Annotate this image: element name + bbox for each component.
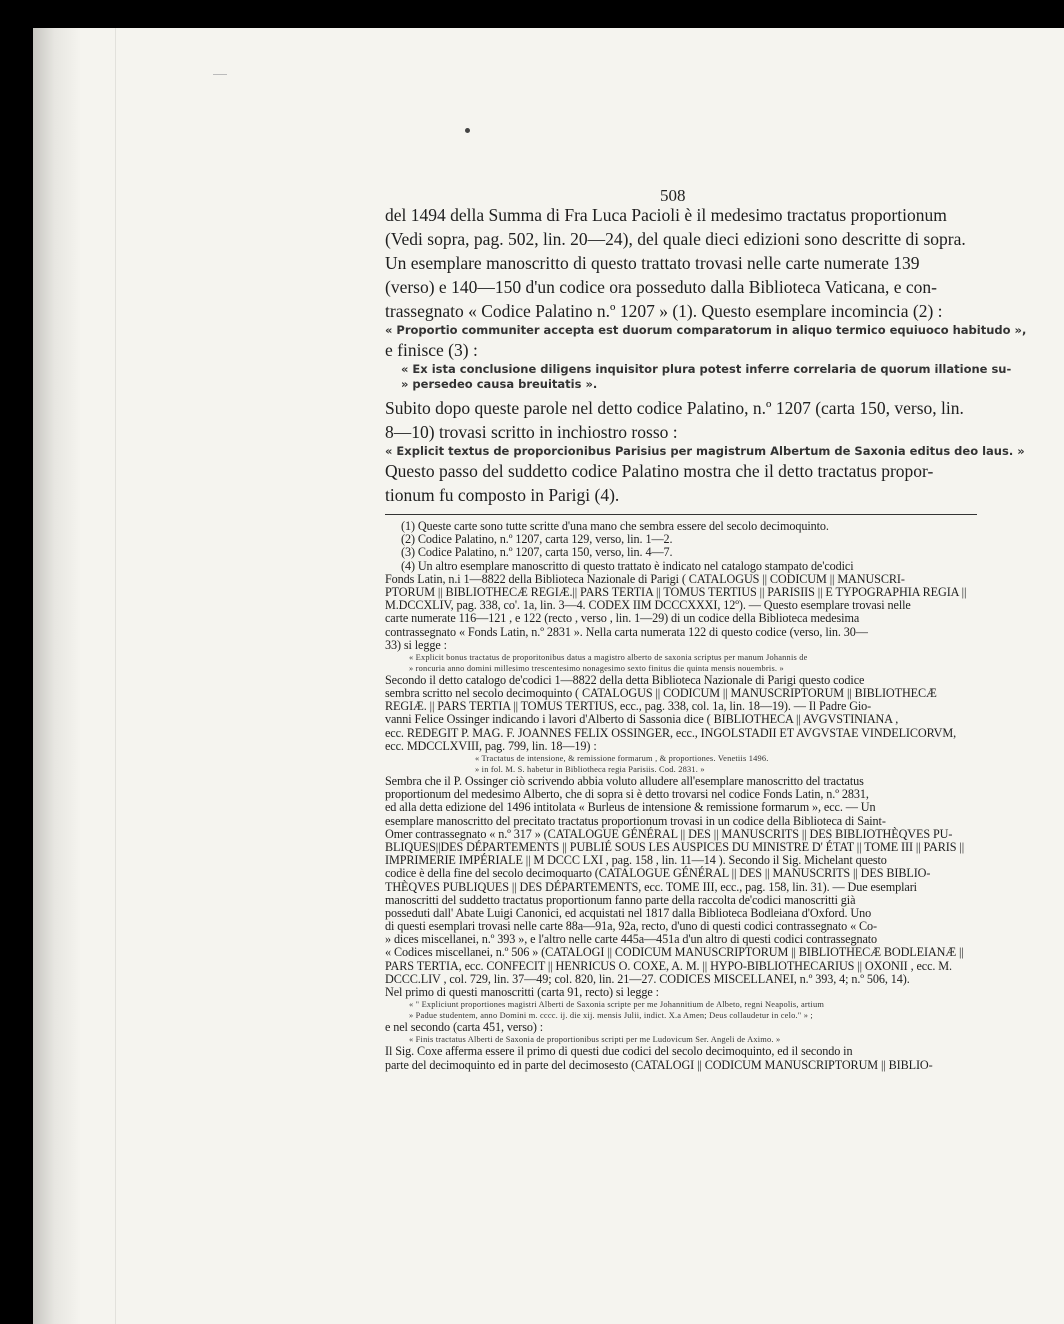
footnote-line: proportionum del medesimo Alberto, che di sopra si è detto trovarsi nel codice Fonds Latin, n.º 2831, — [385, 787, 869, 802]
footnote-line: DCCC.LIV , col. 729, lin. 37—49; col. 820, lin. 21—27. CODICES MISCELLANEI, n.º 393, 4; n.º 506, 14). — [385, 971, 910, 986]
small-latin-quote: « " Expliciunt proportiones magistri Alberti de Saxonia scripte per me Johannitium de Albeto, regni Neapolis, artium — [409, 1000, 825, 1010]
footnote-line: codice è della fine del secolo decimoquarto (CATALOGUE GÉNÉRAL || DES || MANUSCRITS || DES BIBLIO- — [385, 866, 931, 881]
footnote-line: PTORUM || BIBLIOTHECÆ REGIÆ.|| PARS TERTIA || TOMUS TERTIUS || PARISIIS || E TYPOGRAPHIA REGIA || — [385, 584, 967, 599]
small-latin-quote: » roncuria anno domini millesimo trescentesimo nonagesimo sexto finitus die quinta mensis nouembris. » — [409, 663, 784, 673]
footnote-line: THÈQVES PUBLIQUES || DES DÉPARTEMENTS, ecc. TOME III, ecc., pag. 158, lin. 31). — Due esemplari — [385, 879, 917, 894]
footnote-line: sembra scritto nel secolo decimoquinto ( CATALOGUS || CODICUM || MANUSCRIPTORUM || BIBLIOTHECÆ — [385, 686, 937, 701]
ink-spot — [465, 128, 470, 133]
footnote-line: PARS TERTIA, ecc. CONFECIT || HENRICUS O. COXE, A. M. || HYPO-BIBLIOTHECARIUS || OXONII , ecc. M. — [385, 958, 952, 973]
footnote-line: manoscritti del suddetto tractatus proportionum fanno parte della raccolta de'codici manoscritti già — [385, 892, 856, 907]
footnote-rule — [385, 514, 977, 515]
latin-quote: « Ex ista conclusione diligens inquisitor plura potest inferre correlaria de quorum illatione su- — [401, 362, 1012, 376]
footnote-line: M.DCCXLIV, pag. 338, co'. 1a, lin. 3—4. CODEX IIM DCCCXXXI, 12º). — Questo esemplare trovasi nelle — [385, 598, 911, 613]
footnote-line: parte del decimoquinto ed in parte del decimosesto (CATALOGI || CODICUM MANUSCRIPTORUM || BIBLIO- — [385, 1057, 933, 1072]
footnote-line: REGIÆ. || PARS TERTIA || TOMUS TERTIUS, ecc., pag. 338, col. 1a, lin. 18—19). — Il Padre Gio- — [385, 699, 872, 714]
footnote-line: contrassegnato « Fonds Latin, n.º 2831 ». Nella carta numerata 122 di questo codice (verso, lin. 30— — [385, 624, 868, 639]
latin-quote: » persedeo causa breuitatis ». — [401, 377, 598, 391]
body-paragraph-1 — [385, 203, 977, 323]
footnote-line: ecc. REDEGIT P. MAG. F. JOANNES FELIX OSSINGER, ecc., INGOLSTADII ET AVGVSTAE VINDELICORVM, — [385, 725, 957, 740]
footnote-line: e nel secondo (carta 451, verso) : — [385, 1020, 544, 1035]
footnote-line: « Codices miscellanei, n.º 506 » (CATALOGI || CODICUM MANUSCRIPTORUM || BIBLIOTHECÆ BODLEIANÆ || — [385, 945, 964, 960]
page-fold-shadow — [33, 28, 81, 1324]
small-latin-quote: » in fol. M. S. habetur in Bibliotheca regia Parisiis. Cod. 2831. » — [475, 765, 705, 774]
body-line: tionum fu composto in Parigi (4). — [385, 485, 620, 505]
body-line: del 1494 della Summa di Fra Luca Pacioli è il medesimo tractatus proportionum — [385, 205, 947, 225]
small-latin-quote: « Finis tractatus Alberti de Saxonia de proportionibus scripti per me Ludovicum Ser. Angeli de Aximo. » — [409, 1035, 781, 1045]
page-number: 508 — [660, 186, 686, 205]
latin-quote: « Explicit textus de proporcionibus Parisius per magistrum Albertum de Saxonia editus deo laus. » — [385, 444, 1025, 458]
body-line: Un esemplare manoscritto di questo trattato trovasi nelle carte numerate 139 — [385, 253, 920, 273]
footnote-line: ed alla detta edizione del 1496 intitolata « Burleus de intensione & remissione formarum », ecc. — Un — [385, 800, 876, 815]
body-line: 8—10) trovasi scritto in inchiostro rosso : — [385, 422, 678, 442]
footnote-line: Il Sig. Coxe afferma essere il primo di questi due codici del secolo decimoquinto, ed il secondo in — [385, 1044, 853, 1059]
footnote-line: (2) Codice Palatino, n.º 1207, carta 129, verso, lin. 1—2. — [401, 532, 673, 547]
footnote-line: Sembra che il P. Ossinger ciò scrivendo abbia voluto alludere all'esemplare manoscritto del tractatus — [385, 774, 864, 788]
footnote-line: BLIQUES||DES DÉPARTEMENTS || PUBLIÉ SOUS LES AUSPICES DU MINISTRE D' ÉTAT || TOME III || PARIS || — [385, 839, 965, 854]
latin-quote: « Proportio communiter accepta est duorum comparatorum in aliquo termico equiuoco habitudo », — [385, 323, 1027, 337]
footnote-line: Omer contrassegnato « n.º 317 » (CATALOGUE GÉNÉRAL || DES || MANUSCRITS || DES BIBLIOTHÈQVES PU- — [385, 826, 953, 841]
footnote-line: Nel primo di questi manoscritti (carta 91, recto) si legge : — [385, 985, 659, 999]
footnote-line: » dices miscellanei, n.º 393 », e l'altro nelle carte 445a—451a d'un altro di questi codici contrassegnato — [385, 932, 878, 947]
scan-mark — [213, 74, 227, 75]
footnote-line: 33) si legge : — [385, 637, 447, 652]
small-latin-quote: « Explicit bonus tractatus de proporitonibus datus a magistro alberto de saxonia scriptus per manum Johannis de — [409, 652, 808, 662]
body-line: trassegnato « Codice Palatino n.º 1207 » (1). Questo esemplare incomincia (2) : — [385, 301, 943, 321]
main-text-block — [385, 203, 1027, 1072]
footnote-line: esemplare manoscritto del precitato tractatus proportionum trovasi in un codice della Biblioteca di Saint- — [385, 813, 886, 828]
footnote-line: di questi esemplari trovasi nelle carte 88a—91a, 92a, recto, d'uno di questi codici contrassegnato « Co- — [385, 919, 878, 934]
body-line: Subito dopo queste parole nel detto codice Palatino, n.º 1207 (carta 150, verso, lin. — [385, 398, 964, 418]
footnote-line: (4) Un altro esemplare manoscritto di questo trattato è indicato nel catalogo stampato de'codici — [401, 558, 854, 573]
scanned-page — [33, 28, 1064, 1324]
footnote-line: ecc. MDCCLXVIII, pag. 799, lin. 18—19) : — [385, 738, 597, 753]
footnotes — [385, 520, 977, 1072]
footnote-line: (1) Queste carte sono tutte scritte d'una mano che sembra essere del secolo decimoquinto. — [401, 519, 829, 533]
small-latin-quote: » Padue studentem, anno Domini m. cccc. ij. die xij. mensis Julii, indict. X.a Amen; Deus collaudetur in celo." » ; — [409, 1011, 813, 1021]
page-fold-line — [115, 28, 116, 1324]
body-line: e finisce (3) : — [385, 340, 478, 360]
small-latin-quote: « Tractatus de intensione, & remissione formarum , & proportiones. Venetiis 1496. — [475, 754, 769, 763]
footnote-line: (3) Codice Palatino, n.º 1207, carta 150, verso, lin. 4—7. — [401, 545, 673, 560]
footnote-line: posseduti dall' Abate Luigi Canonici, ed acquistati nel 1817 dalla Biblioteca Bodleiana d'Oxford. Uno — [385, 905, 872, 920]
body-line: (Vedi sopra, pag. 502, lin. 20—24), del quale dieci edizioni sono descritte di sopra. — [385, 229, 966, 249]
footnote-line: IMPRIMERIE IMPÉRIALE || M DCCC LXI , pag. 158 , lin. 11—14 ). Secondo il Sig. Michelant questo — [385, 853, 887, 868]
footnote-line: Fonds Latin, n.i 1—8822 della Biblioteca Nazionale di Parigi ( CATALOGUS || CODICUM || MANUSCRI- — [385, 571, 905, 586]
footnote-line: vanni Felice Ossinger indicando i lavori d'Alberto di Sassonia dice ( BIBLIOTHECA || AVGVSTINIANA , — [385, 712, 899, 727]
body-line: Questo passo del suddetto codice Palatino mostra che il detto tractatus propor- — [385, 461, 934, 481]
footnote-line: Secondo il detto catalogo de'codici 1—8822 della detta Biblioteca Nazionale di Parigi questo codice — [385, 672, 865, 687]
footnote-line: carte numerate 116—121 , e 122 (recto , verso , lin. 1—29) di un codice della Biblioteca medesima — [385, 611, 860, 626]
body-line: (verso) e 140—150 d'un codice ora posseduto dalla Biblioteca Vaticana, e con- — [385, 277, 937, 297]
